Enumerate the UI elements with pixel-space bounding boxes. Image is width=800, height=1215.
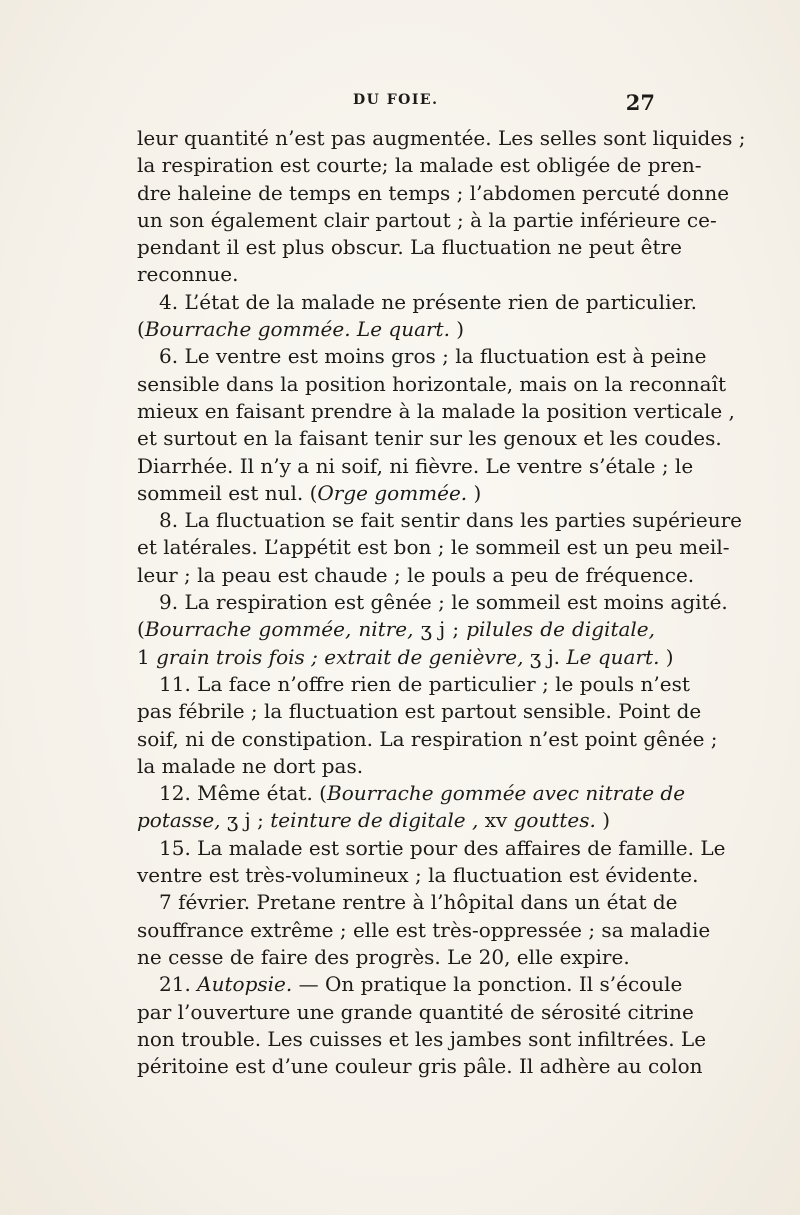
text-span: ) (467, 480, 482, 505)
text-span: ) (659, 644, 674, 669)
text-line (137, 1053, 703, 1080)
text-span: ) (449, 317, 465, 342)
text-span: 8. La fluctuation se fait sentir dans les parties supérieure (159, 508, 742, 533)
running-head: DU FOIE. (353, 92, 439, 108)
text-line (137, 289, 698, 316)
text-span: ( (137, 317, 145, 342)
text-span: 12. Même état. ( (159, 781, 327, 806)
text-line (137, 453, 694, 480)
italic-text: Bourrache gommée. Le quart. (144, 317, 450, 342)
text-span: sensible dans la position horizontale, mais on la reconnaît (137, 371, 727, 396)
text-span: et surtout en la faisant tenir sur les genoux et les coudes. (137, 426, 722, 451)
text-line (137, 207, 717, 234)
italic-text: Le quart. (566, 644, 660, 669)
italic-text: Orge gommée. (317, 480, 468, 505)
text-span: leur quantité n’est pas augmentée. Les selles sont liquides ; (137, 126, 746, 150)
text-span: non trouble. Les cuisses et les jambes sont infiltrées. Le (137, 1026, 707, 1051)
text-span: ) (595, 808, 611, 833)
text-line (137, 152, 702, 179)
text-span: 6. Le ventre est moins gros ; la fluctuation est à peine (159, 344, 707, 369)
text-span: pas fébrile ; la fluctuation est partout sensible. Point de (137, 699, 702, 724)
italic-text: Autopsie. (197, 972, 293, 997)
text-line (137, 507, 742, 534)
text-line (137, 534, 730, 561)
italic-text: pilules de digitale, (466, 617, 655, 642)
italic-text: gouttes. (513, 808, 596, 833)
text-span: Diarrhée. Il n’y a ni soif, ni fièvre. Le ventre s’étale ; le (137, 453, 694, 478)
text-line (137, 726, 718, 753)
text-span: ( (137, 617, 145, 642)
text-span: 4. L’état de la malade ne présente rien de particulier. (159, 289, 698, 314)
text-span: 7 février. Pretane rentre à l’hôpital dans un état de (159, 890, 678, 915)
text-span: leur ; la peau est chaude ; le pouls a peu de fréquence. (137, 562, 695, 587)
italic-text: potasse, (137, 808, 221, 833)
text-line (137, 398, 735, 425)
text-span: par l’ouverture une grande quantité de sérosité citrine (137, 999, 694, 1024)
text-line (137, 616, 655, 643)
text-span: reconnue. (137, 262, 239, 287)
text-span: ʒ j ; (413, 617, 467, 642)
text-span: 15. La malade est sortie pour des affaires de famille. Le (159, 835, 726, 860)
italic-text: grain trois fois ; extrait de genièvre, (156, 644, 524, 669)
text-line (137, 589, 728, 616)
text-span: 9. La respiration est gênée ; le sommeil est moins agité. (159, 590, 728, 615)
text-line (137, 234, 682, 261)
text-line (137, 944, 655, 971)
text-line (137, 562, 695, 589)
text-line (137, 807, 655, 834)
text-span: sommeil est nul. ( (137, 480, 318, 505)
text-span: ʒ j. (523, 644, 567, 669)
italic-text: teinture de digitale , (270, 808, 485, 833)
text-line (137, 999, 694, 1026)
text-line (137, 371, 727, 398)
text-span: ʒ j ; (220, 808, 271, 833)
text-span: ne cesse de faire des progrès. Le 20, elle expire. (137, 944, 630, 969)
page-number: 27 (625, 90, 655, 115)
text-span: 21. (159, 972, 198, 997)
text-line (137, 835, 726, 862)
text-line (137, 480, 655, 507)
text-span: souffrance extrême ; elle est très-oppressée ; sa maladie (137, 917, 711, 942)
text-line (137, 698, 702, 725)
text-span: soif, ni de constipation. La respiration n’est point gênée ; (137, 726, 718, 751)
text-line (137, 1026, 707, 1053)
text-line (137, 971, 683, 998)
text-line (137, 125, 746, 152)
text-line (137, 316, 655, 343)
text-line (137, 671, 690, 698)
text-span: 11. La face n’offre rien de particulier ; le pouls n’est (159, 671, 690, 696)
text-line (137, 644, 674, 671)
text-line (137, 343, 707, 370)
page-header (137, 92, 655, 122)
text-span: 1 (137, 644, 157, 669)
text-span: un son également clair partout ; à la partie inférieure ce- (137, 207, 717, 232)
text-line (137, 889, 678, 916)
text-span: la respiration est courte; la malade est obligée de pren- (137, 153, 702, 178)
text-line (137, 753, 655, 780)
text-line (137, 862, 699, 889)
text-line (137, 917, 711, 944)
text-span: pendant il est plus obscur. La fluctuation ne peut être (137, 235, 682, 260)
text-line (137, 180, 730, 207)
text-span: dre haleine de temps en temps ; l’abdomen percuté donne (137, 180, 730, 205)
text-span: — On pratique la ponction. Il s’écoule (292, 972, 683, 997)
text-span: péritoine est d’une couleur gris pâle. Il adhère au colon (137, 1054, 703, 1079)
text-span: mieux en faisant prendre à la malade la position verticale , (137, 398, 735, 423)
text-line (137, 425, 722, 452)
italic-text: Bourrache gommée avec nitrate de (327, 781, 686, 806)
text-line (137, 261, 655, 288)
body-text (137, 125, 746, 1080)
text-line (137, 780, 686, 807)
text-span: ventre est très-volumineux ; la fluctuation est évidente. (137, 863, 699, 888)
text-span: la malade ne dort pas. (137, 753, 364, 778)
text-span: xv (484, 808, 514, 833)
italic-text: Bourrache gommée, nitre, (144, 617, 414, 642)
text-span: et latérales. L’appétit est bon ; le sommeil est un peu meil- (137, 535, 730, 560)
